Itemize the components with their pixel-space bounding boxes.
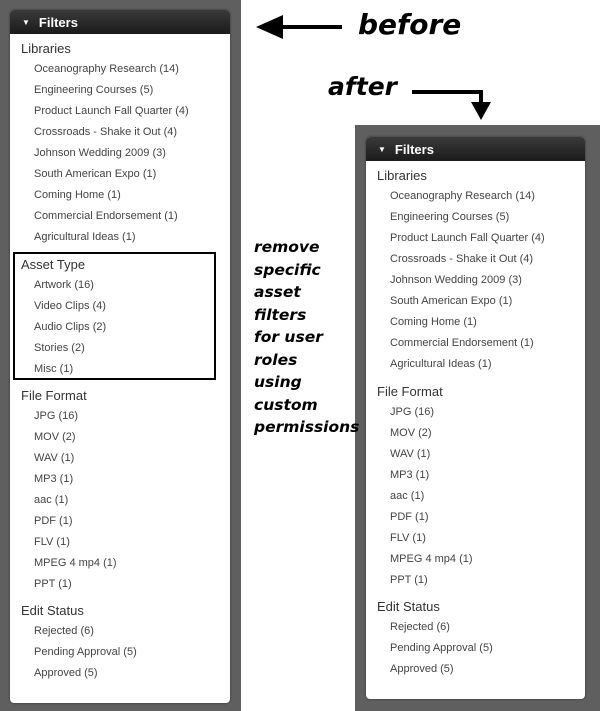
before-label: before [358,8,462,41]
library-item[interactable]: Engineering Courses (5) [390,211,510,223]
file-format-item[interactable]: WAV (1) [390,448,431,460]
library-item[interactable]: South American Expo (1) [34,168,157,180]
library-item[interactable]: Commercial Endorsement (1) [34,210,178,222]
edit-status-item[interactable]: Rejected (6) [390,621,450,633]
library-item[interactable]: Coming Home (1) [34,189,121,201]
library-item[interactable]: Product Launch Fall Quarter (4) [34,105,189,117]
asset-type-item[interactable]: Stories (2) [34,342,85,354]
caption-line: asset [254,283,301,301]
caption-line: using [254,373,302,391]
right-down-arrow-icon [412,92,491,120]
file-format-item[interactable]: PDF (1) [390,511,429,523]
caption-line: roles [254,350,298,369]
left-arrow-icon [256,15,342,39]
library-item[interactable]: Agricultural Ideas (1) [390,358,492,370]
asset-type-item[interactable]: Video Clips (4) [34,300,106,312]
file-format-title: File Format [21,388,87,403]
caption-line: specific [254,260,321,279]
asset-type-item[interactable]: Audio Clips (2) [34,321,107,333]
file-format-item[interactable]: PDF (1) [34,515,73,527]
file-format-item[interactable]: aac (1) [34,494,69,506]
file-format-title: File Format [377,384,443,399]
file-format-item[interactable]: PPT (1) [390,574,428,586]
edit-status-title: Edit Status [21,603,84,618]
library-item[interactable]: Commercial Endorsement (1) [390,337,534,349]
filters-title: Filters [38,14,78,30]
caption-line: filters [254,305,307,324]
file-format-item[interactable]: FLV (1) [390,532,426,544]
library-item[interactable]: South American Expo (1) [390,295,513,307]
caption-line: remove [254,238,320,256]
file-format-item[interactable]: MOV (2) [390,427,432,439]
library-item[interactable]: Agricultural Ideas (1) [34,231,136,243]
file-format-item[interactable]: MPEG 4 mp4 (1) [390,553,473,565]
edit-status-item[interactable]: Pending Approval (5) [34,646,137,658]
library-item[interactable]: Coming Home (1) [390,316,477,328]
caption-line: for user [254,328,323,346]
libraries-title: Libraries [21,41,71,56]
library-item[interactable]: Johnson Wedding 2009 (3) [390,274,522,286]
file-format-item[interactable]: MP3 (1) [34,473,74,485]
edit-status-item[interactable]: Approved (5) [34,667,98,679]
filters-title: Filters [394,141,434,157]
file-format-item[interactable]: aac (1) [390,490,425,502]
file-format-item[interactable]: WAV (1) [34,452,75,464]
file-format-item[interactable]: MOV (2) [34,431,76,443]
triangle-down-icon: ▼ [378,144,386,154]
asset-type-item[interactable]: Artwork (16) [34,279,94,291]
library-item[interactable]: Product Launch Fall Quarter (4) [390,232,545,244]
file-format-item[interactable]: FLV (1) [34,536,70,548]
library-item[interactable]: Oceanography Research (14) [390,190,535,202]
library-item[interactable]: Engineering Courses (5) [34,84,154,96]
caption-text [254,236,360,439]
file-format-item[interactable]: JPG (16) [34,410,79,422]
after-label: after [328,72,397,101]
library-item[interactable]: Oceanography Research (14) [34,63,179,75]
caption-line: custom [254,395,318,414]
triangle-down-icon: ▼ [22,17,30,27]
library-item[interactable]: Crossroads - Shake it Out (4) [390,253,534,265]
library-item[interactable]: Crossroads - Shake it Out (4) [34,126,178,138]
asset-type-title: Asset Type [21,257,86,272]
asset-type-item[interactable]: Misc (1) [34,363,74,375]
edit-status-item[interactable]: Approved (5) [390,663,454,675]
library-item[interactable]: Johnson Wedding 2009 (3) [34,147,166,159]
libraries-title: Libraries [377,168,427,183]
file-format-item[interactable]: PPT (1) [34,578,72,590]
edit-status-item[interactable]: Pending Approval (5) [390,642,493,654]
edit-status-title: Edit Status [377,599,440,614]
caption-line: permissions [254,418,360,436]
edit-status-item[interactable]: Rejected (6) [34,625,94,637]
file-format-item[interactable]: MP3 (1) [390,469,430,481]
file-format-item[interactable]: MPEG 4 mp4 (1) [34,557,117,569]
file-format-item[interactable]: JPG (16) [390,406,435,418]
